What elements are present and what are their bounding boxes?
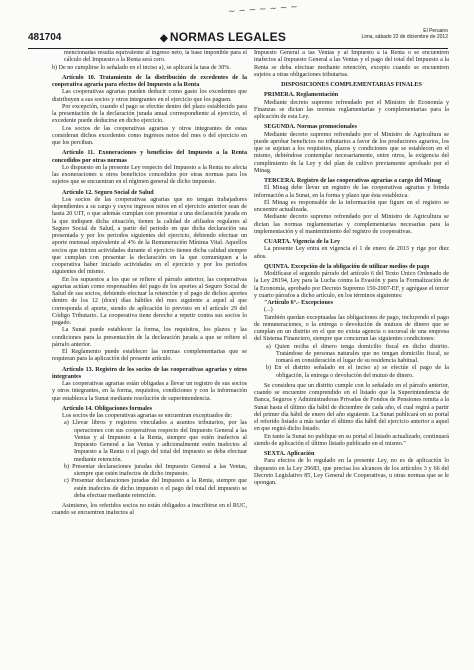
paragraph: Los socios de las cooperativas agrarias se encuentran exceptuados de: [62, 413, 233, 419]
list-item: a) Llevar libros y registros vinculados a asuntos tributarios, por las operaciones con sus cooperativas respecto del Impuesto General a las Ventas y al Impuesto a la Renta, siempre que estén inafectos al Impuesto General a las Ventas y adicionalmente estén inafectos al Impuesto a la Renta o el pago del total del impuesto se deba efectuar mediante retención. [64, 420, 247, 463]
paragraph: Mediante decreto supremo refrendado por el Ministro de Economía y Finanzas se dictan las normas reglamentarias y complementarias para la aplicación de esta Ley. [254, 99, 449, 120]
paragraph: Modifícase el segundo párrafo del artículo 6 del Texto Único Ordenado de la Ley 28194, Ley para la Lucha contra la Evasión y para la Formalización de la Economía, aprobado por Decreto Supremo 150-2007-EF, y agrégase el tercer y cuarto párrafos a dicho artículo, en los términos siguientes: [254, 271, 449, 299]
article-heading: Artículo 12. Seguro Social de Salud [62, 189, 154, 196]
paragraph: Las cooperativas agrarias pueden deducir como gasto los excedentes que distribuyen a sus socios y otros integrantes en el ejercicio que los paguen. [52, 89, 247, 103]
list-item: b) De no cumplirse lo señalado en el inciso a), se aplicará la tasa de 30%. [52, 64, 231, 71]
right-column [254, 50, 449, 662]
paragraph: Mediante decreto supremo refrendado por el Ministro de Agricultura se puede aprobar beneficios no tributarios a favor de los productores agrarios, los que se sujetan a los requisitos, plazos y condiciones que se establecen en el mismo, debiéndose contemplar necesariamente, entre otros, la exigencia del cumplimiento de la Ley y del plan de cultivo previamente aprobado por el Minag. [254, 131, 449, 174]
quoted-article-heading: "Artículo 6°.- Excepciones [264, 300, 333, 306]
dateline: Lima, sábado 22 de diciembre de 2012 [361, 34, 448, 40]
list-item: c) Presentar declaraciones juradas del Impuesto a la Renta, siempre que estén inafectos de dicho impuesto o el pago del total del impuesto se deba efectuar mediante retención. [64, 478, 247, 499]
provision-heading: SEXTA. Aplicación [264, 451, 315, 457]
paragraph: Las cooperativas agrarias están obligadas a llevar un registro de sus socios y otros integrantes, en la forma, requisitos, condiciones y con la información que establezca la Sunat mediante resolución de superintendencia. [52, 381, 247, 402]
provision-heading: TERCERA. Registro de las cooperativas agrarias a cargo del Minag [264, 178, 441, 184]
article-heading: Artículo 11. Exoneraciones y beneficios del Impuesto a la Renta concedidos por otras normas [52, 150, 247, 164]
paragraph: Impuesto General a las Ventas y al Impuesto a la Renta o se encuentren inafectos al Impuesto General a las Ventas y el pago del total del Impuesto a la Renta se deba efectuar mediante retención, excepto cuando se encuentren sujetos a otras obligaciones tributarias. [254, 50, 449, 78]
article-heading: Artículo 13. Registro de los socios de las cooperativas agrarias y otros integrantes [52, 366, 247, 380]
page-header [28, 28, 448, 49]
paragraph: mencionadas resulta equivalente al ingreso neto, la base imponible para el cálculo del Impuesto a la Renta será cero. [64, 50, 247, 64]
paragraph: También quedan exceptuadas las obligaciones de pago, incluyendo el pago de remuneraciones, o la entrega o devolución de mutuos de dinero que se cumplan en un distrito en el que no exista agencia o sucursal de una empresa del Sistema Financiero, siempre que concurran las siguientes condiciones: [254, 314, 449, 343]
paragraph: El Minag es responsable de la información que figure en el registro se encuentre actualizada. [254, 199, 449, 213]
edition-label: El Peruano [423, 28, 448, 34]
publication-title: NORMAS LEGALES [169, 30, 287, 44]
section-heading: DISPOSICIONES COMPLEMENTARIAS FINALES [281, 82, 422, 88]
list-item: b) Presentar declaraciones juradas del Impuesto General a las Ventas, siempre que estén inafectos de dicho impuesto. [64, 463, 247, 477]
publication-masthead [160, 30, 286, 44]
paragraph: Se considera que un distrito cumple con lo señalado en el párrafo anterior, cuando se encuentre comprendido en el listado que la Superintendencia de Banca, Seguros y Administradoras Privadas de Fondos de Pensiones remita a la Sunat hasta el último día hábil de diciembre de cada año, el cual regirá a partir del primer día hábil de enero del año siguiente. La Sunat publicará en su portal el referido listado a más tardar el último día hábil del ejercicio anterior a aquel en que regirá dicho listado. [254, 382, 449, 433]
paragraph: En tanto la Sunat no publique en su portal el listado actualizado, continuará siendo de aplicación el último listado publicado en el mismo." [254, 433, 449, 447]
paragraph: En los supuestos a los que se refiere el párrafo anterior, las cooperativas agrarias actúan como responsables del pago de los aportes al Seguro Social de Salud de sus socios, debiendo efectuar la retención y el pago de dichos aportes dentro de los 12 (doce) días hábiles del mes siguiente a aquel al que corresponda el aporte, siendo de aplicación lo previsto en el artículo 29 del Código Tributario. La cooperativa tiene derecho a repetir contra sus socios lo pagado. [52, 276, 247, 326]
paragraph: El Reglamento puede establecer las normas complementarias que se requieran para la aplicación del presente artículo. [52, 349, 247, 363]
paragraph: Por excepción, cuando el pago se efectúe dentro del plazo establecido para la presentación de la declaración jurada anual correspondiente al ejercicio, el excedente puede deducirse en dicho ejercicio. [52, 103, 247, 125]
provision-heading: CUARTA. Vigencia de la Ley [264, 239, 341, 245]
provision-heading: QUINTA. Excepción de la obligación de utilizar medios de pago [264, 263, 430, 270]
header-dateline-block [362, 28, 448, 40]
paragraph: Mediante decreto supremo refrendado por el Ministro de Agricultura se dictan las normas reglamentarias y complementarias necesarias para la implementación y el mantenimiento del registro de cooperativas. [254, 214, 449, 235]
page-number: 481704 [28, 32, 62, 43]
article-heading: Artículo 14. Obligaciones formales [62, 405, 153, 412]
list-item: a) Quien reciba el dinero tenga domicilio fiscal en dicho distrito. Tratándose de personas naturales que no tengan domicilio fiscal, se tomará en consideración el lugar de su residencia habitual. [266, 343, 449, 364]
paragraph: El Minag debe llevar un registro de las cooperativas agrarias y brinda información a la Sunat, en la forma y plazo que ésta establezca. [254, 185, 449, 199]
paragraph: Para efectos de lo regulado en la presente Ley, no es de aplicación lo dispuesto en la Ley 29683, que precisa los alcances de los artículos 3 y 66 del Decreto Legislativo 85, Ley General de Cooperativas, u otras normas que se le opongan. [254, 458, 449, 486]
provision-heading: PRIMERA. Reglamentación [264, 92, 339, 99]
paragraph: La Sunat puede establecer la forma, los requisitos, los plazos y las condiciones para la presentación de la declaración jurada a que se refiere el párrafo anterior. [52, 327, 247, 348]
handwritten-scribble: ~ ~ ~ ~ ~ ~ ~ [227, 2, 299, 18]
left-column [52, 50, 247, 662]
paragraph: Los socios de las cooperativas agrarias que no tengan trabajadores dependientes a su cargo y cuyos ingresos netos en el ejercicio anterior sean de hasta 20 UIT, o que además cumplan con presentar a una declaración jurada en la que indiquen dicha situación, tienen la calidad de afiliados regulares al Seguro Social de Salud, a partir del periodo en que dicha declaración sea presentada y por los periodos siguientes del ejercicio, debiendo efectuar un aporte mensual equivalente al 4% de la Remuneración Mínima Vital. Aquellos socios que inicien actividades durante el ejercicio tienen dicha calidad siempre que cumplan con presentar la declaración en la que comuniquen a la cooperativa haber iniciado actividades en el ejercicio y por los periodos siguientes del mismo. [52, 196, 247, 276]
provision-heading: SEGUNDA. Normas promocionales [264, 124, 357, 131]
masthead-mark-icon: ◆ [160, 33, 168, 44]
list-item: b) En el distrito señalado en el inciso a) se efectúe el pago de la obligación, la entrega o devolución del mutuo de dinero. [266, 365, 449, 379]
paragraph: Lo dispuesto en la presente Ley respecto del Impuesto a la Renta no afecta las exoneraciones u otros beneficios concedidos por otras normas para los sujetos que se encuentran en el régimen general de dicho impuesto. [52, 164, 247, 186]
paragraph: La presente Ley entra en vigencia el 1 de enero de 2013 y rige por diez años. [254, 246, 449, 260]
paragraph: (...) [264, 307, 273, 314]
paragraph: Asimismo, los referidos socios no están obligados a inscribirse en el RUC, cuando se encuentren inafectos al [52, 503, 247, 517]
paragraph: Los socios de las cooperativas agrarias y otros integrantes de estas consideran dichos excedentes como ingresos netos del mes o del ejercicio en que los perciban. [52, 125, 247, 146]
article-heading: Artículo 10. Tratamiento de la distribución de excedentes de la cooperativa agraria para efectos del Impuesto a la Renta [52, 74, 247, 88]
